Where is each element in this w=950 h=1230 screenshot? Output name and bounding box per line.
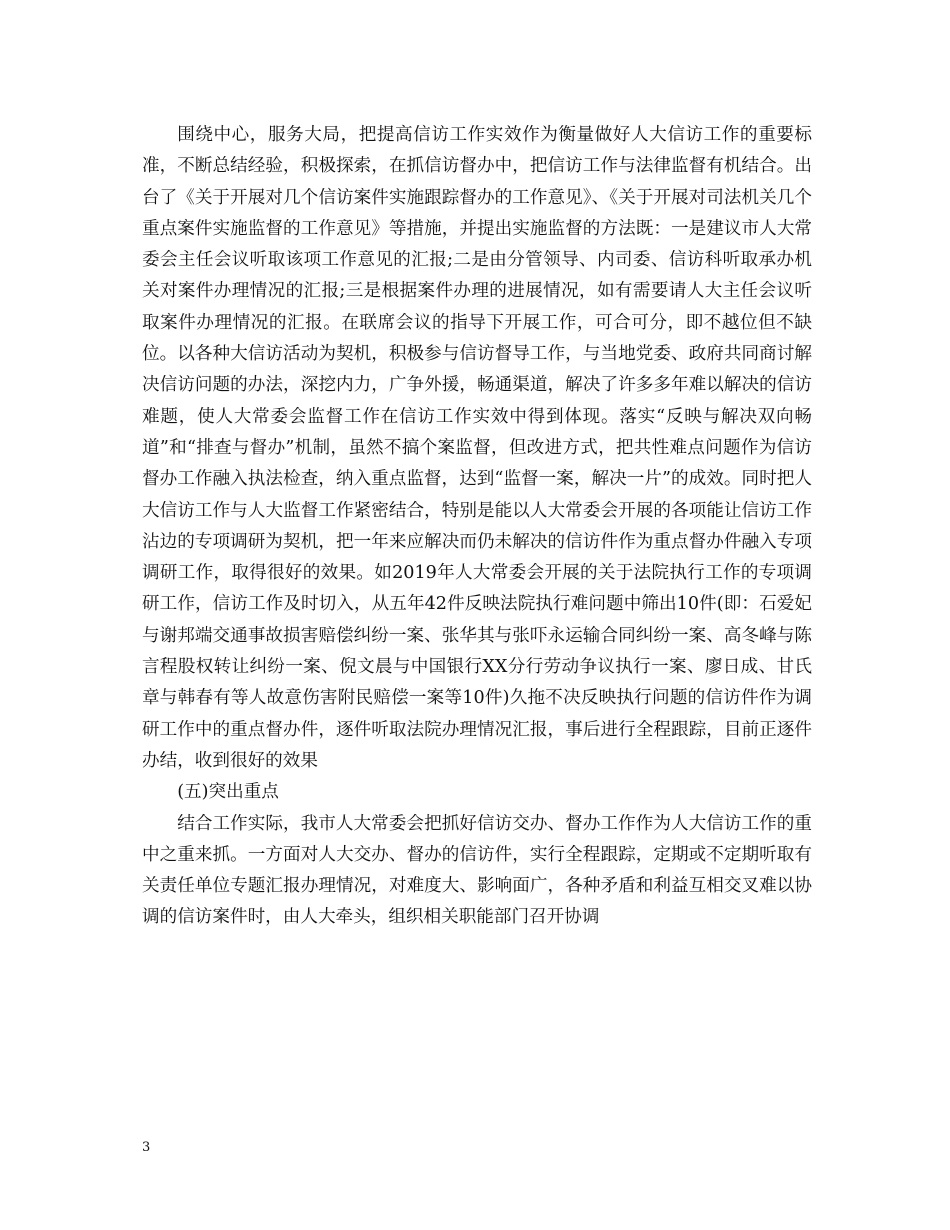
document-body — [142, 120, 812, 934]
body-paragraph: 结合工作实际，我市人大常委会把抓好信访交办、督办工作作为人大信访工作的重中之重来抓。一方面对人大交办、督办的信访件，实行全程跟踪，定期或不定期听取有关责任单位专题汇报办理情况，对难度大、影响面广，各种矛盾和利益互相交叉难以协调的信访案件时，由人大牵头，组织相关职能部门召开协调 — [142, 813, 812, 928]
body-paragraph: 围绕中心，服务大局，把提高信访工作实效作为衡量做好人大信访工作的重要标准，不断总结经验，积极探索，在抓信访督办中，把信访工作与法律监督有机结合。出台了《关于开展对几个信访案件实施跟踪督办的工作意见》、《关于开展对司法机关几个重点案件实施监督的工作意见》等措施，并提出实施监督的方法既：一是建议市人大常委会主任会议听取该项工作意见的汇报;二是由分管领导、内司委、信访科听取承办机关对案件办理情况的汇报;三是根据案件办理的进展情况，如有需要请人大主任会议听取案件办理情况的汇报。在联席会议的指导下开展工作，可合可分，即不越位但不缺位。以各种大信访活动为契机，积极参与信访督导工作，与当地党委、政府共同商讨解决信访问题的办法，深挖内力，广争外援，畅通渠道，解决了许多多年难以解决的信访难题，使人大常委会监督工作在信访工作实效中得到体现。落实“反映与解决双向畅道”和“排查与督办”机制，虽然不搞个案监督，但改进方式，把共性难点问题作为信访督办工作融入执法检查，纳入重点监督，达到“监督一案，解决一片”的成效。同时把人大信访工作与人大监督工作紧密结合，特别是能以人大常委会开展的各项能让信访工作沾边的专项调研为契机，把一年来应解决而仍未解决的信访件作为重点督办件融入专项调研工作，取得很好的效果。如2019年人大常委会开展的关于法院执行工作的专项调研工作，信访工作及时切入，从五年42件反映法院执行难问题中筛出10件(即：石爱妃与谢邦端交通事故损害赔偿纠纷一案、张华其与张吓永运输合同纠纷一案、高冬峰与陈言程股权转让纠纷一案、倪文晨与中国银行XX分行劳动争议执行一案、廖日成、甘氏章与韩春有等人故意伤害附民赔偿一案等10件)久拖不决反映执行问题的信访件作为调研工作中的重点督办件，逐件听取法院办理情况汇报，事后进行全程跟踪，目前正逐件办结，收到很好的效果 — [142, 125, 812, 771]
section-heading: (五)突出重点 — [177, 782, 279, 803]
page-number: 3 — [142, 1140, 151, 1155]
